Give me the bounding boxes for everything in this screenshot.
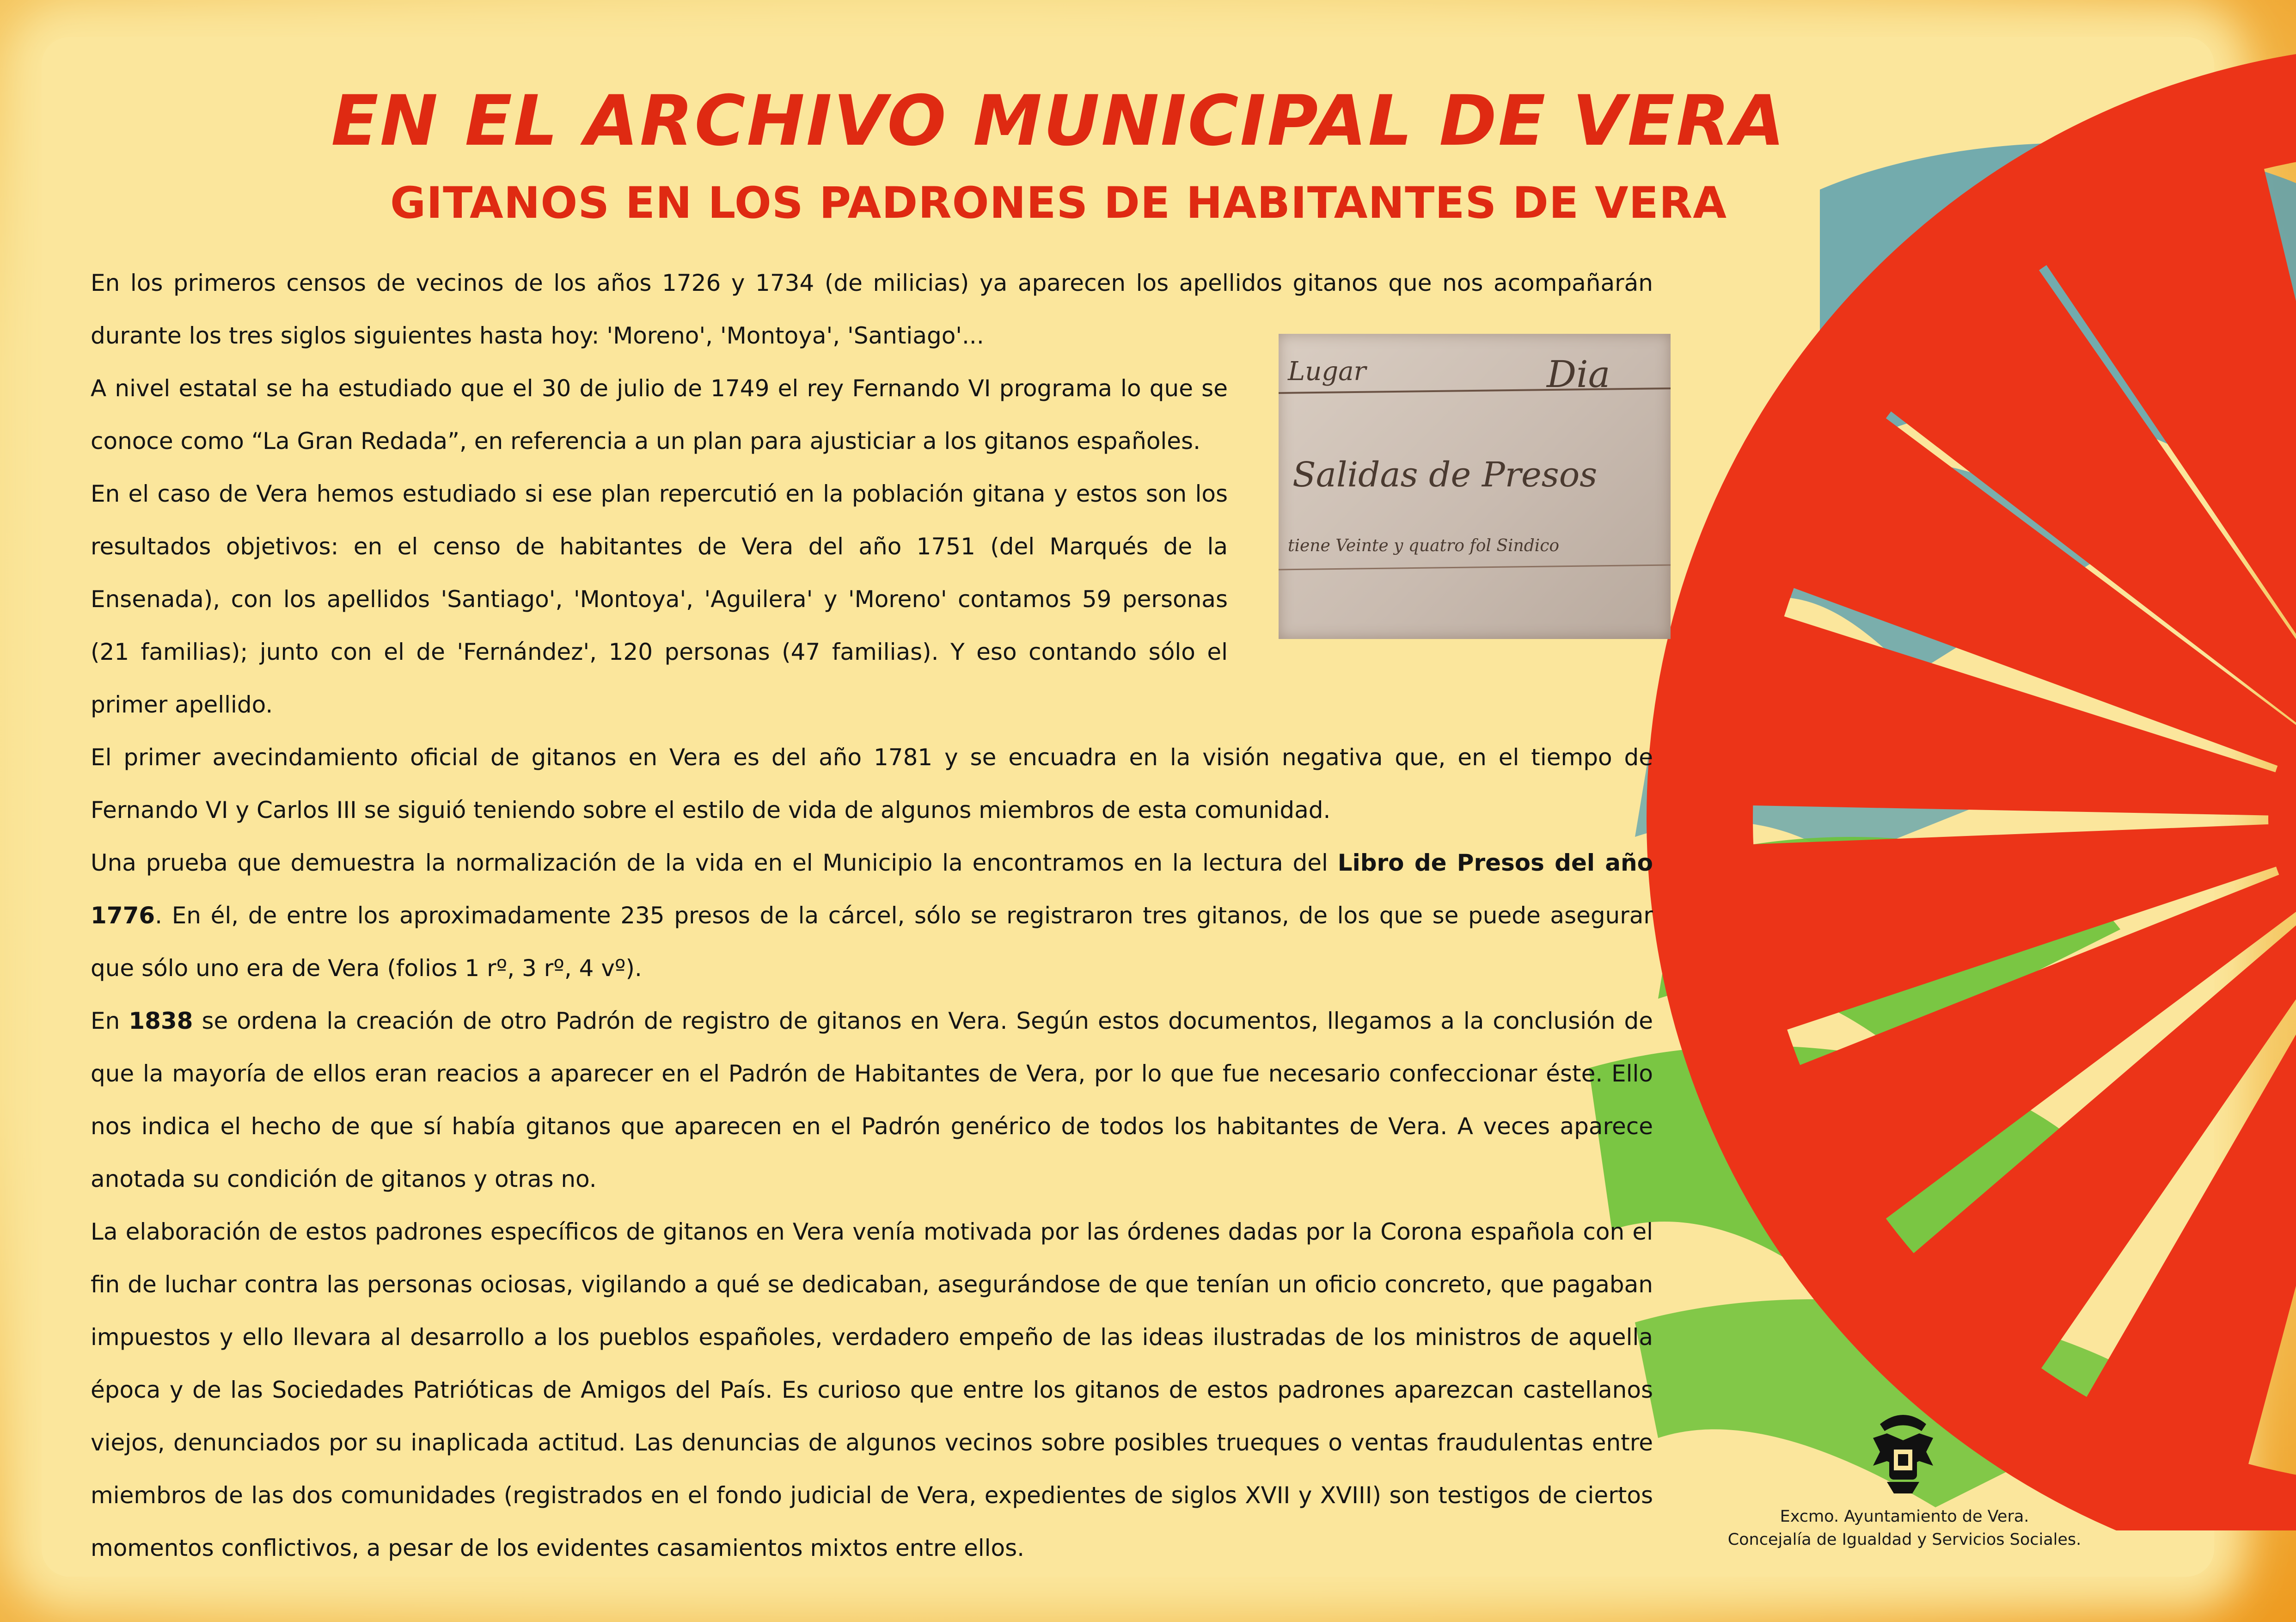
manuscript-line-1b: Dia bbox=[1547, 353, 1610, 396]
page-title: EN EL ARCHIVO MUNICIPAL DE VERA bbox=[331, 81, 1786, 161]
manuscript-line-3: tiene Veinte y quatro fol Sindico bbox=[1288, 536, 1560, 555]
paragraph-6 bbox=[91, 995, 1653, 1205]
paragraph-2: A nivel estatal se ha estudiado que el 30 de julio de 1749 el rey Fernando VI programa lo que se conoce como “La Gran Redada”, en referencia a un plan para ajusticiar a los gitanos españoles. bbox=[91, 375, 1228, 455]
page-subtitle: GITANOS EN LOS PADRONES DE HABITANTES DE VERA bbox=[390, 178, 1727, 228]
paragraph-6-bold: 1838 bbox=[129, 1008, 193, 1034]
paragraph-6-text-a: En bbox=[91, 1008, 129, 1034]
paragraph-6-text-b: se ordena la creación de otro Padrón de registro de gitanos en Vera. Según estos documentos, llegamos a la conclusión de que la mayoría de ellos eran reacios a aparecer en el Padrón de Habitantes de Vera, por lo que fue necesario confeccionar éste. Ello nos indica el hecho de que sí había gitanos que aparecen en el Padrón genérico de todos los habitantes de Vera. A veces aparece anotada su condición de gitanos y otras no. bbox=[91, 1008, 1653, 1192]
manuscript-line-1a: Lugar bbox=[1288, 356, 1366, 387]
paragraph-5-text-b: . En él, de entre los aproximadamente 235 presos de la cárcel, sólo se registraron tres gitanos, de los que se puede asegurar que sólo uno era de Vera (folios 1 rº, 3 rº, 4 vº). bbox=[91, 902, 1653, 982]
paragraph-1: En los primeros censos de vecinos de los años 1726 y 1734 (de milicias) ya aparecen los apellidos gitanos que nos acompañarán durante los tres siglos siguientes hasta hoy: 'Moreno', 'Montoya', 'Santiago'... bbox=[91, 270, 1653, 349]
footer-line-2: Concejalía de Igualdad y Servicios Sociales. bbox=[1727, 1530, 2082, 1549]
paragraph-7: La elaboración de estos padrones específicos de gitanos en Vera venía motivada por las órdenes dadas por la Corona española con el fin de luchar contra las personas ociosas, vigilando a qué se dedicaban, asegurándose de que tenían un oficio concreto, que pagaban impuestos y ello llevara al desarrollo a los pueblos españoles, verdadero empeño de las ideas ilustradas de los ministros de aquella época y de las Sociedades Patrióticas de Amigos del País. Es curioso que entre los gitanos de estos padrones aparezcan castellanos viejos, denunciados por su inaplicada actitud. Las denuncias de algunos vecinos sobre posibles trueques o ventas fraudulentas entre miembros de las dos comunidades (registrados en el fondo judicial de Vera, expedientes de siglos XVII y XVIII) son testigos de ciertos momentos conflictivos, a pesar de los evidentes casamientos mixtos entre ellos. bbox=[91, 1218, 1653, 1561]
town-crest-icon bbox=[1868, 1406, 1938, 1498]
paragraph-5-text-a: Una prueba que demuestra la normalización de la vida en el Municipio la encontramos en la lectura del bbox=[91, 849, 1338, 876]
article-body bbox=[91, 257, 1653, 1574]
footer-line-1: Excmo. Ayuntamiento de Vera. bbox=[1780, 1507, 2029, 1526]
paragraph-5-bold: Libro de Presos del año 1776 bbox=[91, 849, 1653, 929]
paragraph-5 bbox=[91, 836, 1653, 995]
footer-credits bbox=[1720, 1505, 2089, 1551]
paragraph-3: En el caso de Vera hemos estudiado si ese plan repercutió en la población gitana y estos son los resultados objetivos: en el censo de habitantes de Vera del año 1751 (del Marqués de la Ensenada), con los apellidos 'Santiago', 'Montoya', 'Aguilera' y 'Moreno' contamos 59 personas (21 familias); junto con el de 'Fernández', 120 personas (47 familias). Y eso contando sólo el primer apellido. bbox=[91, 480, 1228, 718]
paragraph-4: El primer avecindamiento oficial de gitanos en Vera es del año 1781 y se encuadra en la visión negativa que, en el tiempo de Fernando VI y Carlos III se siguió teniendo sobre el estilo de vida de algunos miembros de esta comunidad. bbox=[91, 744, 1653, 823]
manuscript-line-2: Salidas de Presos bbox=[1292, 455, 1598, 495]
